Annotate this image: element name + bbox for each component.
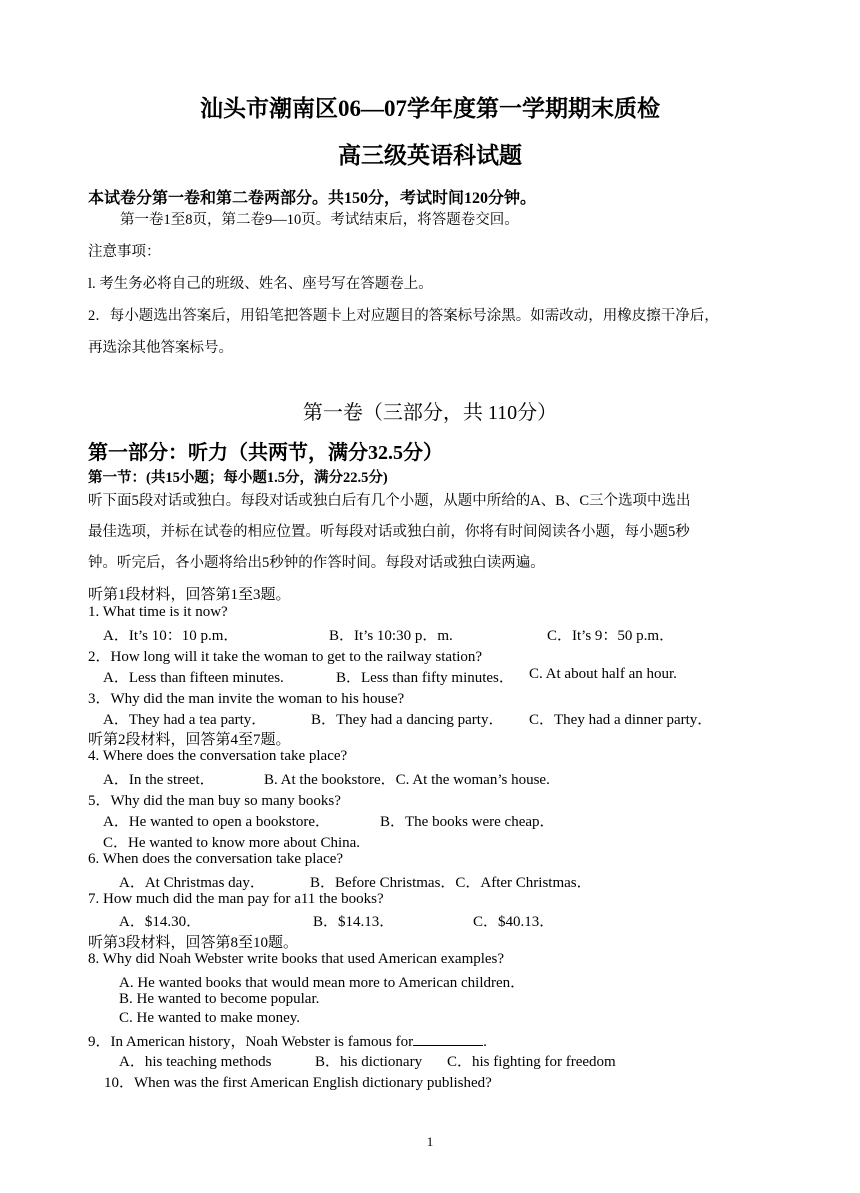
q2-option-b: B．Less than fifty minutes．: [336, 670, 514, 686]
material-2-header: 听第2段材料，回答第4至7题。: [88, 732, 291, 748]
q7-option-c: C．$40.13．: [473, 914, 555, 930]
material-1-header: 听第1段材料，回答第1至3题。: [88, 587, 291, 603]
question-9: [88, 1030, 487, 1051]
section-1-instruction-2: 最佳选项，并标在试卷的相应位置。听每段对话或独白前，你将有时间阅读各小题，每小题5秒: [88, 524, 690, 540]
question-8: 8. Why did Noah Webster write books that used American examples?: [88, 951, 505, 967]
q9-option-a: A．his teaching methods: [119, 1054, 272, 1070]
answer-blank: [413, 1031, 483, 1046]
volume-1-title: 第一卷（三部分，共 110分）: [302, 402, 558, 424]
question-4: 4. Where does the conversation take place?: [88, 748, 348, 764]
question-10: 10．When was the first American English dictionary published?: [104, 1075, 492, 1091]
question-1: 1. What time is it now?: [88, 604, 228, 620]
q7-option-a: A．$14.30．: [119, 914, 202, 930]
q9-option-b: B．his dictionary: [315, 1054, 423, 1070]
q5-option-b: B．The books were cheap．: [380, 814, 555, 830]
question-5: 5．Why did the man buy so many books?: [88, 793, 341, 809]
q1-option-c: C．It’s 9：50 p.m．: [547, 628, 675, 644]
section-1-title: 第一节：(共15小题；每小题1.5分，满分22.5分): [88, 470, 388, 486]
q5-option-a: A．He wanted to open a bookstore．: [103, 814, 331, 830]
q2-option-c: C. At about half an hour.: [529, 666, 677, 682]
question-9-end: .: [483, 1034, 487, 1050]
q1-option-b: B．It’s 10:30 p．m.: [329, 628, 453, 644]
q8-option-a: A. He wanted books that would mean more to American children．: [119, 975, 526, 991]
question-9-text: 9．In American history，Noah Webster is famous for: [88, 1034, 414, 1050]
q8-option-c: C. He wanted to make money.: [119, 1010, 301, 1026]
q1-option-a: A．It’s 10：10 p.m．: [103, 628, 239, 644]
notice-item-2b: 再选涂其他答案标号。: [88, 340, 233, 356]
section-1-instruction-3: 钟。听完后，各小题将给出5秒钟的作答时间。每段对话或独白读两遍。: [88, 555, 545, 571]
intro-line-2: 第一卷1至8页，第二卷9—10页。考试结束后，将答题卷交回。: [120, 212, 519, 228]
q2-option-a: A．Less than fifteen minutes.: [103, 670, 284, 686]
part-1-title: 第一部分：听力（共两节，满分32.5分）: [88, 442, 443, 464]
page-number: 1: [426, 1134, 434, 1149]
notice-item-2a: 2．每小题选出答案后，用铅笔把答题卡上对应题目的答案标号涂黑。如需改动，用橡皮擦干净后，: [88, 308, 719, 324]
q9-option-c: C．his fighting for freedom: [447, 1054, 616, 1070]
q8-option-b: B. He wanted to become popular.: [119, 991, 320, 1007]
intro-line-1: 本试卷分第一卷和第二卷两部分。共150分，考试时间120分钟。: [88, 190, 537, 207]
q3-option-c: C．They had a dinner party．: [529, 712, 713, 728]
exam-title: 汕头市潮南区06—07学年度第一学期期末质检: [200, 96, 660, 121]
material-3-header: 听第3段材料，回答第8至10题。: [88, 935, 299, 951]
q4-option-a: A．In the street．: [103, 772, 215, 788]
q4-option-bc: B. At the bookstore．C. At the woman’s house.: [264, 772, 550, 788]
exam-subtitle: 高三级英语科试题: [338, 143, 522, 168]
notice-title: 注意事项：: [88, 244, 161, 260]
q3-option-a: A．They had a tea party．: [103, 712, 267, 728]
question-7: 7. How much did the man pay for a11 the books?: [88, 891, 384, 907]
q7-option-b: B．$14.13．: [313, 914, 395, 930]
q3-option-b: B．They had a dancing party．: [311, 712, 504, 728]
question-3: 3．Why did the man invite the woman to his house?: [88, 691, 405, 707]
q5-option-c: C．He wanted to know more about China.: [103, 835, 361, 851]
notice-item-1: l. 考生务必将自己的班级、姓名、座号写在答题卷上。: [88, 276, 433, 292]
question-6: 6. When does the conversation take place?: [88, 851, 344, 867]
section-1-instruction-1: 听下面5段对话或独白。每段对话或独白后有几个小题，从题中所给的A、B、C三个选项中选出: [88, 493, 691, 509]
q6-option-bc: B．Before Christmas．C．After Christmas．: [310, 875, 592, 891]
question-2: 2．How long will it take the woman to get to the railway station?: [88, 649, 483, 665]
q6-option-a: A．At Christmas day．: [119, 875, 265, 891]
